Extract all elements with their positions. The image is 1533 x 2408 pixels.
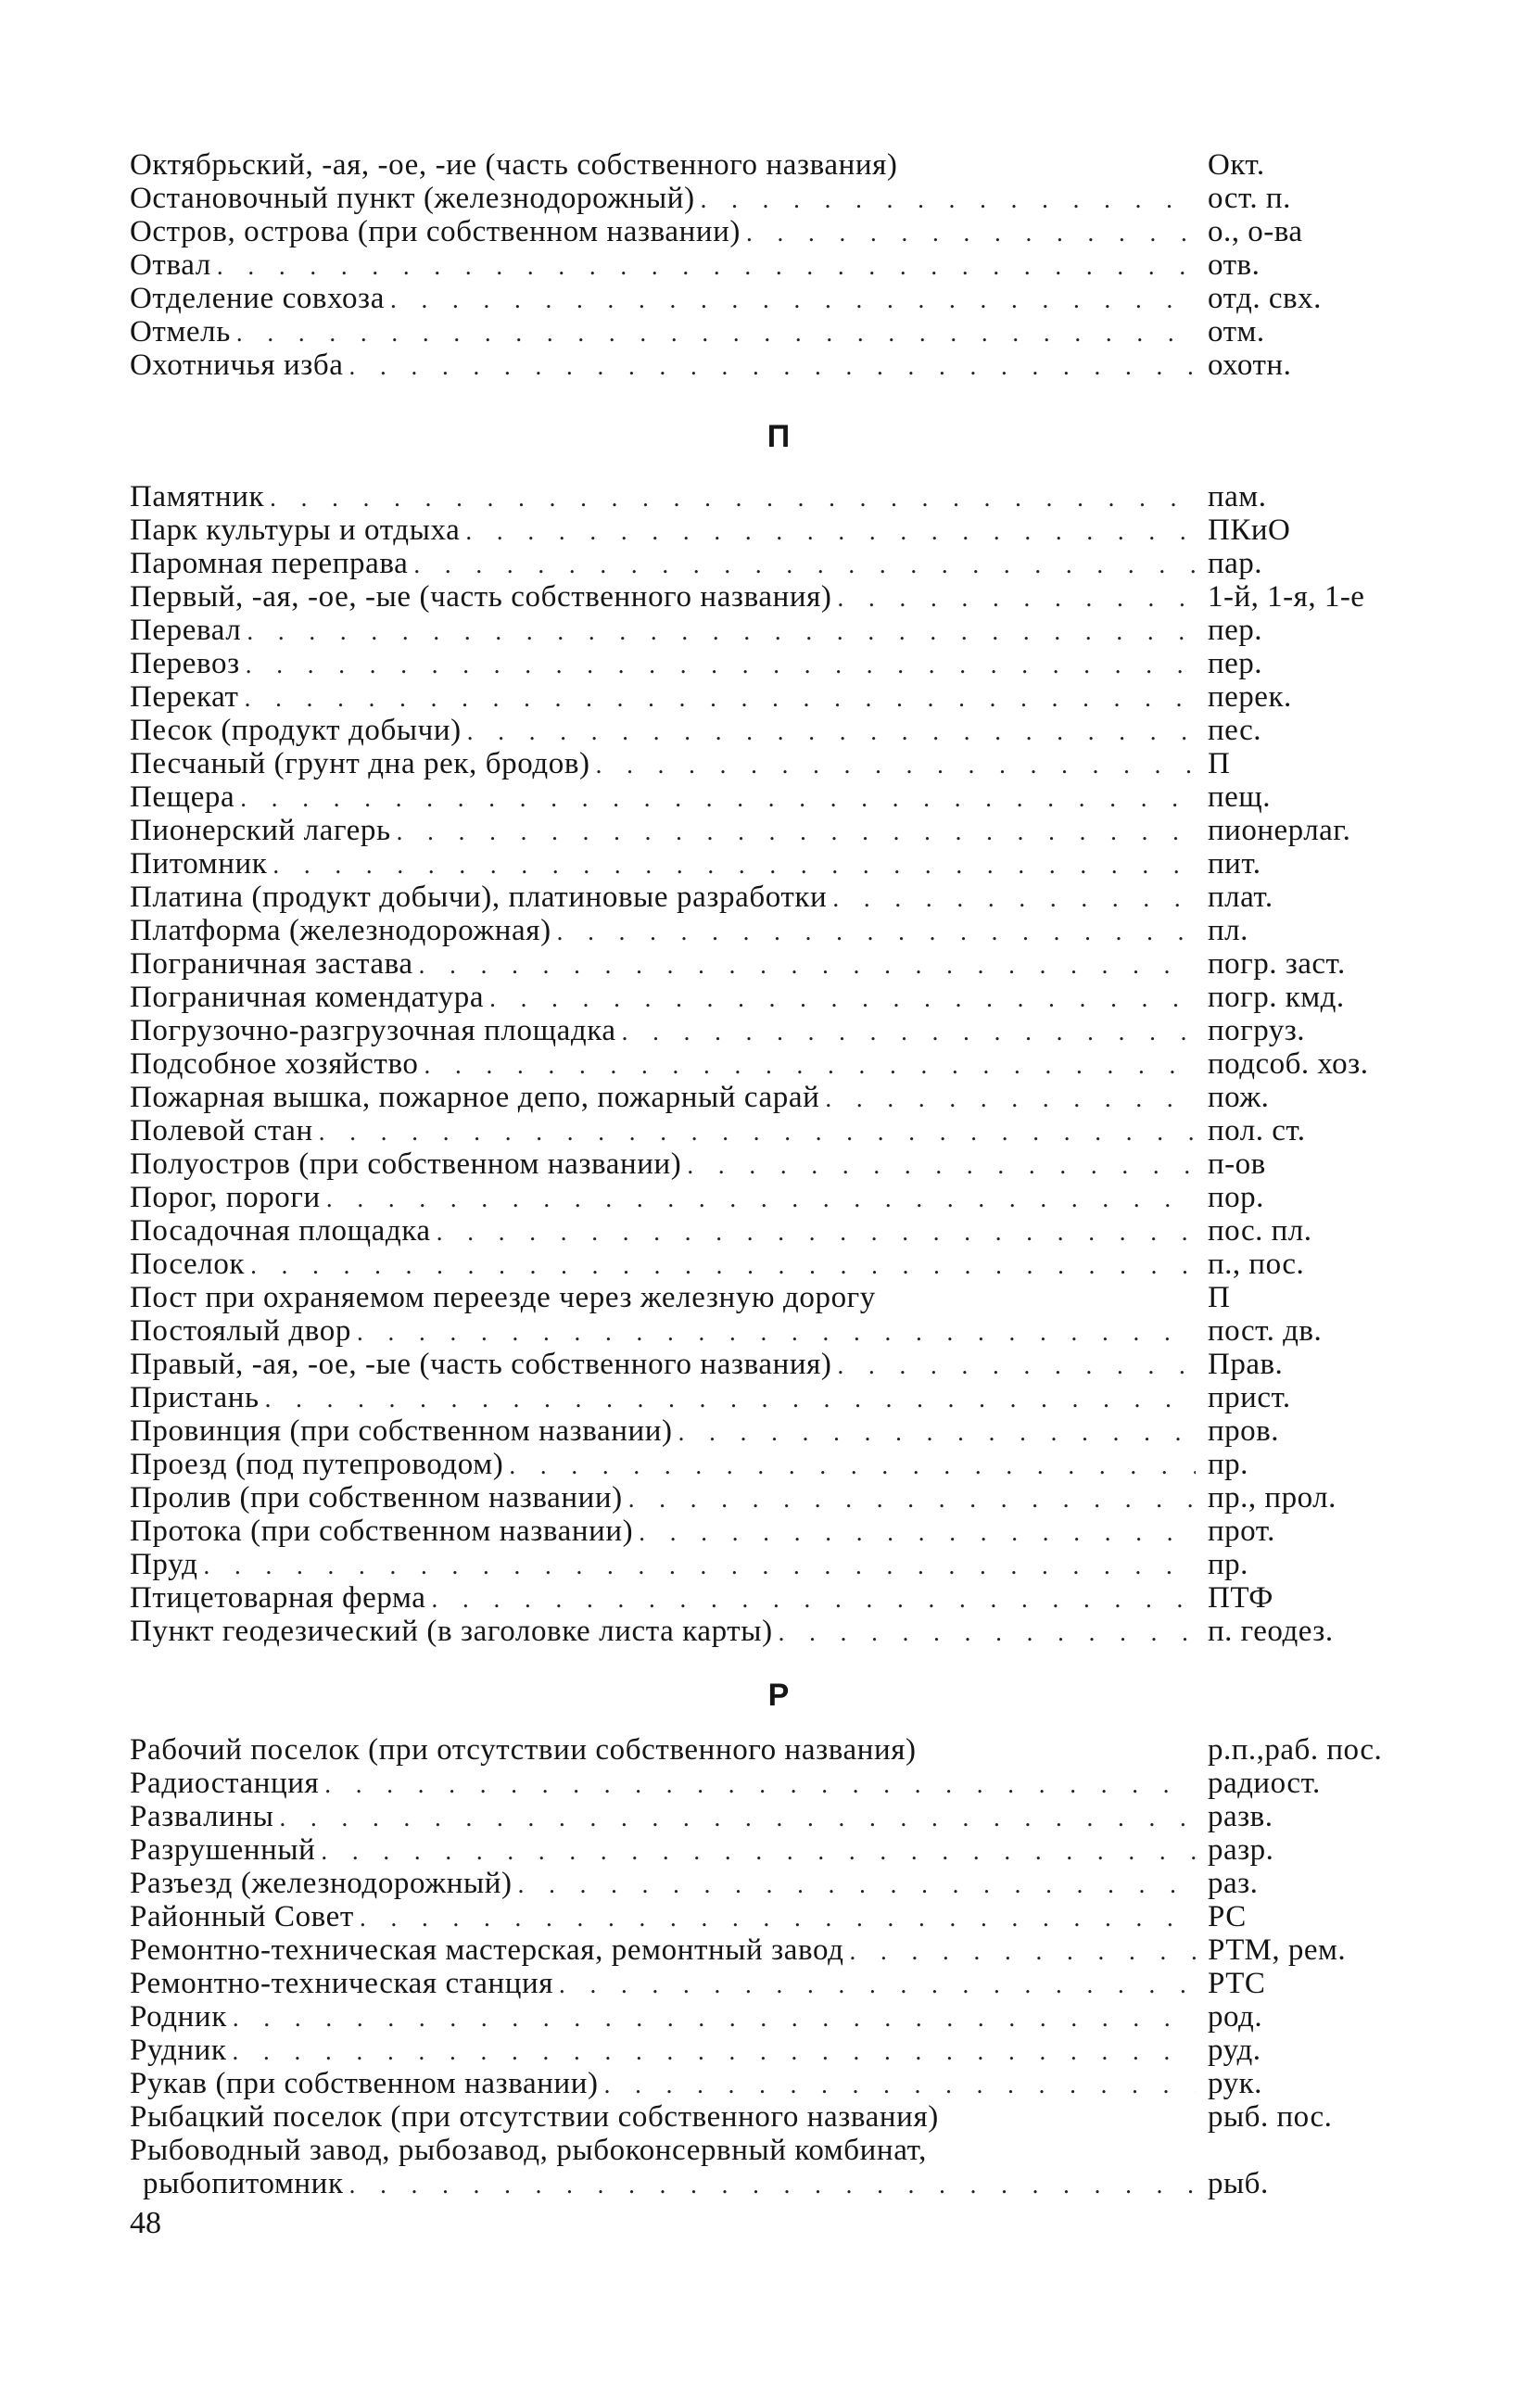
entry-row [130, 1900, 1409, 1933]
leader-dots [678, 1415, 1196, 1448]
leader-dots [628, 1482, 1196, 1515]
entry-term: Полевой стан [130, 1114, 313, 1147]
section-o [130, 148, 1409, 382]
entry-abbreviation: П [1208, 1281, 1231, 1314]
entry-abbreviation: отв. [1208, 248, 1261, 282]
entry-row [130, 349, 1409, 382]
entry-abbreviation: погр. кмд. [1208, 981, 1345, 1014]
entry-row [130, 1833, 1409, 1867]
leader-dots [639, 1515, 1196, 1548]
entry-row [130, 282, 1409, 315]
entry-abbreviation: пр. [1208, 1448, 1248, 1481]
leader-dots [246, 648, 1196, 680]
entry-abbreviation: радиост. [1208, 1767, 1321, 1800]
entry-term: Пожарная вышка, пожарное депо, пожарный сарай [130, 1081, 820, 1114]
entry-row [130, 1867, 1409, 1900]
leader-dots [413, 548, 1196, 580]
entry-row [130, 1581, 1409, 1615]
entry-abbreviation: пам. [1208, 480, 1267, 513]
entry-row [130, 1248, 1409, 1281]
leader-dots [850, 1934, 1196, 1967]
leader-dots [622, 1015, 1196, 1047]
entry-term: Парк культуры и отдыха [130, 513, 461, 547]
section-p [130, 480, 1409, 1648]
entry-row [130, 2067, 1409, 2100]
leader-dots [437, 1215, 1196, 1248]
entry-abbreviation: погр. заст. [1208, 947, 1346, 981]
entry-term: Перевал [130, 614, 242, 647]
entry-term: Ремонтно-техническая мастерская, ремонтный завод [130, 1933, 844, 1967]
entry-row [130, 2134, 1409, 2167]
entry-term: Платина (продукт добычи), платиновые разработки [130, 881, 828, 914]
entry-abbreviation: п. геодез. [1208, 1615, 1334, 1648]
entry-row [130, 2000, 1409, 2034]
entry-term: Районный Совет [130, 1900, 354, 1933]
entry-row [130, 914, 1409, 947]
entry-term: Пост при охраняемом переезде через железную дорогу [130, 1281, 876, 1314]
entry-row [130, 647, 1409, 680]
leader-dots [518, 1868, 1196, 1900]
entry-row [130, 1181, 1409, 1214]
leader-dots [832, 881, 1196, 914]
entry-abbreviation: подсоб. хоз. [1208, 1047, 1369, 1081]
entry-term: Перевоз [130, 647, 240, 680]
entry-term: Перекат [130, 680, 239, 714]
leader-dots [559, 1968, 1196, 2000]
leader-dots [357, 1315, 1196, 1348]
entry-abbreviation: пос. пл. [1208, 1214, 1312, 1248]
entry-abbreviation: прот. [1208, 1515, 1275, 1548]
entry-abbreviation: пров. [1208, 1414, 1279, 1448]
leader-dots [779, 1616, 1196, 1648]
entry-abbreviation: пер. [1208, 647, 1263, 680]
entry-term: Ремонтно-техническая станция [130, 1967, 554, 2000]
leader-dots [509, 1449, 1196, 1481]
leader-dots [250, 1248, 1196, 1281]
entry-abbreviation: пит. [1208, 847, 1261, 881]
entry-abbreviation: пож. [1208, 1081, 1270, 1114]
entry-abbreviation: РТС [1208, 1967, 1266, 2000]
entry-term: Песчаный (грунт дна рек, бродов) [130, 747, 590, 780]
entry-term: Песок (продукт добычи) [130, 714, 462, 747]
section-letter-heading: Р [767, 1678, 790, 1713]
leader-dots [596, 748, 1196, 780]
entry-row [130, 1314, 1409, 1348]
entry-row [130, 747, 1409, 780]
entry-term: Поселок [130, 1248, 246, 1281]
leader-dots [349, 2168, 1196, 2200]
entry-row [130, 947, 1409, 981]
entry-abbreviation: рыб. [1208, 2167, 1269, 2200]
entry-row [130, 981, 1409, 1014]
entry-abbreviation: раз. [1208, 1867, 1259, 1900]
entry-term: Остров, острова (при собственном названии) [130, 215, 741, 248]
leader-dots [265, 1382, 1196, 1414]
entry-row [130, 1767, 1409, 1800]
leader-dots [687, 1148, 1196, 1181]
leader-dots [245, 681, 1196, 714]
leader-dots [837, 581, 1196, 614]
leader-dots [279, 1801, 1196, 1833]
entry-term: Правый, -ая, -ое, -ые (часть собственного названия) [130, 1348, 832, 1381]
entry-term: Птицетоварная ферма [130, 1581, 426, 1615]
entry-abbreviation: Окт. [1208, 148, 1265, 182]
leader-dots [270, 481, 1196, 513]
entry-row [130, 847, 1409, 881]
leader-dots [349, 349, 1197, 382]
entry-abbreviation: 1-й, 1-я, 1-е [1208, 580, 1365, 614]
entry-term: рыбопитомник [143, 2167, 344, 2200]
entry-abbreviation: ост. п. [1208, 182, 1291, 215]
leader-dots [701, 183, 1196, 215]
entry-abbreviation: разв. [1208, 1800, 1273, 1833]
entry-term: Отделение совхоза [130, 282, 385, 315]
entry-row [130, 1381, 1409, 1414]
entry-row [130, 1281, 1409, 1314]
entry-abbreviation: Прав. [1208, 1348, 1284, 1381]
section-letter-heading: П [766, 419, 791, 454]
entry-abbreviation: р.п.,раб. пос. [1208, 1733, 1383, 1767]
leader-dots [557, 915, 1196, 947]
leader-dots [204, 1549, 1196, 1581]
entry-term: Пункт геодезический (в заголовке листа карты) [130, 1615, 773, 1648]
entry-row [130, 148, 1409, 182]
entry-term: Пещера [130, 780, 235, 814]
entry-abbreviation: пор. [1208, 1181, 1264, 1214]
entry-abbreviation: РС [1208, 1900, 1247, 1933]
entry-term: Рыбоводный завод, рыбозавод, рыбоконсервный комбинат, [130, 2134, 927, 2167]
entry-row [130, 215, 1409, 248]
leader-dots [397, 815, 1196, 847]
entry-abbreviation: прист. [1208, 1381, 1291, 1414]
entry-term: Полуостров (при собственном названии) [130, 1147, 682, 1181]
entry-abbreviation: пер. [1208, 614, 1263, 647]
entry-row [130, 714, 1409, 747]
leader-dots [236, 316, 1196, 349]
entry-row [130, 315, 1409, 349]
entry-term: Остановочный пункт (железнодорожный) [130, 182, 695, 215]
entry-row [130, 513, 1409, 547]
entry-abbreviation: перек. [1208, 680, 1292, 714]
entry-abbreviation: разр. [1208, 1833, 1274, 1867]
leader-dots [489, 982, 1196, 1014]
entry-abbreviation: отд. свх. [1208, 282, 1322, 315]
leader-dots [360, 1901, 1196, 1933]
entry-term: Погрузочно-разгрузочная площадка [130, 1014, 616, 1047]
entry-abbreviation: пещ. [1208, 780, 1271, 814]
leader-dots [247, 615, 1196, 647]
entry-abbreviation: РТМ, рем. [1208, 1933, 1347, 1967]
section-r [130, 1733, 1409, 2200]
entry-term: Пруд [130, 1548, 198, 1581]
entry-abbreviation: о., о-ва [1208, 215, 1303, 248]
entry-term: Отмель [130, 315, 231, 349]
entry-row [130, 1114, 1409, 1147]
entry-row [130, 814, 1409, 847]
entry-term: Пограничная комендатура [130, 981, 485, 1014]
entry-row [130, 1014, 1409, 1047]
leader-dots [217, 249, 1196, 282]
leader-dots [465, 514, 1196, 547]
entry-abbreviation: плат. [1208, 881, 1273, 914]
entry-row [130, 1548, 1409, 1581]
entry-abbreviation: п., пос. [1208, 1248, 1305, 1281]
entry-row [130, 1081, 1409, 1114]
entry-term: Пролив (при собственном названии) [130, 1481, 623, 1515]
entry-row [130, 1481, 1409, 1515]
leader-dots [272, 848, 1196, 881]
entry-term: Разъезд (железнодорожный) [130, 1867, 513, 1900]
entry-abbreviation: ПКиО [1208, 513, 1291, 547]
leader-dots [419, 948, 1196, 981]
leader-dots [233, 2001, 1196, 2034]
entry-abbreviation: охотн. [1208, 349, 1292, 382]
entry-row [130, 182, 1409, 215]
entry-row [130, 1800, 1409, 1833]
entry-term: Паромная переправа [130, 547, 409, 580]
entry-term: Отвал [130, 248, 211, 282]
entry-row [130, 1414, 1409, 1448]
entry-term: Рудник [130, 2034, 227, 2067]
entry-abbreviation: пионерлаг. [1208, 814, 1351, 847]
entry-term: Питомник [130, 847, 268, 881]
entry-row [130, 1515, 1409, 1548]
entry-row [130, 1214, 1409, 1248]
leader-dots [390, 283, 1196, 315]
entry-abbreviation: пост. дв. [1208, 1314, 1323, 1348]
entry-abbreviation: п-ов [1208, 1147, 1266, 1181]
entry-abbreviation: рыб. пос. [1208, 2100, 1333, 2134]
entry-term: Подсобное хозяйство [130, 1047, 419, 1081]
entry-term: Провинция (при собственном названии) [130, 1414, 673, 1448]
entry-row [130, 1348, 1409, 1381]
leader-dots [746, 216, 1196, 248]
entry-row [130, 1147, 1409, 1181]
entry-term: Рабочий поселок (при отсутствии собственного названия) [130, 1733, 917, 1767]
entry-abbreviation: пес. [1208, 714, 1262, 747]
entry-term: Октябрьский, -ая, -ое, -ие (часть собственного названия) [130, 148, 898, 182]
entry-term: Рыбацкий поселок (при отсутствии собственного названия) [130, 2100, 939, 2134]
page-number: 48 [130, 2206, 161, 2240]
entry-abbreviation: пр. [1208, 1548, 1248, 1581]
leader-dots [240, 781, 1196, 814]
entry-term: Развалины [130, 1800, 274, 1833]
entry-row [130, 1933, 1409, 1967]
entry-row [130, 580, 1409, 614]
entry-term: Радиостанция [130, 1767, 320, 1800]
entry-term: Пионерский лагерь [130, 814, 391, 847]
entry-term: Охотничья изба [130, 349, 344, 382]
leader-dots [837, 1349, 1196, 1381]
entry-term: Памятник [130, 480, 265, 513]
entry-term: Родник [130, 2000, 227, 2034]
leader-dots [233, 2034, 1196, 2067]
entry-term: Разрушенный [130, 1833, 316, 1867]
leader-dots [326, 1182, 1196, 1214]
entry-term: Пограничная застава [130, 947, 413, 981]
entry-abbreviation: род. [1208, 2000, 1263, 2034]
entry-row [130, 547, 1409, 580]
entry-row [130, 480, 1409, 513]
entry-abbreviation: пар. [1208, 547, 1263, 580]
entry-abbreviation: рук. [1208, 2067, 1262, 2100]
entry-row [130, 680, 1409, 714]
entry-abbreviation: пр., прол. [1208, 1481, 1337, 1515]
entry-row [130, 1967, 1409, 2000]
entry-abbreviation: пл. [1208, 914, 1248, 947]
entry-term: Пристань [130, 1381, 260, 1414]
entry-row [130, 2034, 1409, 2067]
entry-row [130, 614, 1409, 647]
entry-abbreviation: ПТФ [1208, 1581, 1273, 1615]
entry-row [130, 1733, 1409, 1767]
entry-term: Постоялый двор [130, 1314, 351, 1348]
entry-abbreviation: руд. [1208, 2034, 1261, 2067]
leader-dots [319, 1115, 1196, 1147]
leader-dots [431, 1582, 1196, 1615]
leader-dots [321, 1834, 1196, 1867]
entry-term: Первый, -ая, -ое, -ые (часть собственного названия) [130, 580, 832, 614]
entry-abbreviation: П [1208, 747, 1231, 780]
entry-row [130, 2100, 1409, 2134]
entry-row [130, 1047, 1409, 1081]
entry-row [130, 1448, 1409, 1481]
entry-term: Рукав (при собственном названии) [130, 2067, 599, 2100]
leader-dots [604, 2068, 1196, 2100]
entry-row [130, 1615, 1409, 1648]
leader-dots [467, 715, 1196, 747]
entry-term: Проезд (под путепроводом) [130, 1448, 504, 1481]
entry-abbreviation: погруз. [1208, 1014, 1306, 1047]
entry-term: Посадочная площадка [130, 1214, 431, 1248]
entry-row [130, 780, 1409, 814]
entry-term: Протока (при собственном названии) [130, 1515, 634, 1548]
entry-row [130, 248, 1409, 282]
entry-row-continuation [130, 2167, 1409, 2200]
entry-term: Порог, пороги [130, 1181, 321, 1214]
entry-row [130, 881, 1409, 914]
leader-dots [825, 1082, 1196, 1114]
entry-abbreviation: отм. [1208, 315, 1265, 349]
entry-abbreviation: пол. ст. [1208, 1114, 1306, 1147]
entry-term: Платформа (железнодорожная) [130, 914, 551, 947]
leader-dots [324, 1768, 1196, 1800]
leader-dots [424, 1048, 1196, 1081]
